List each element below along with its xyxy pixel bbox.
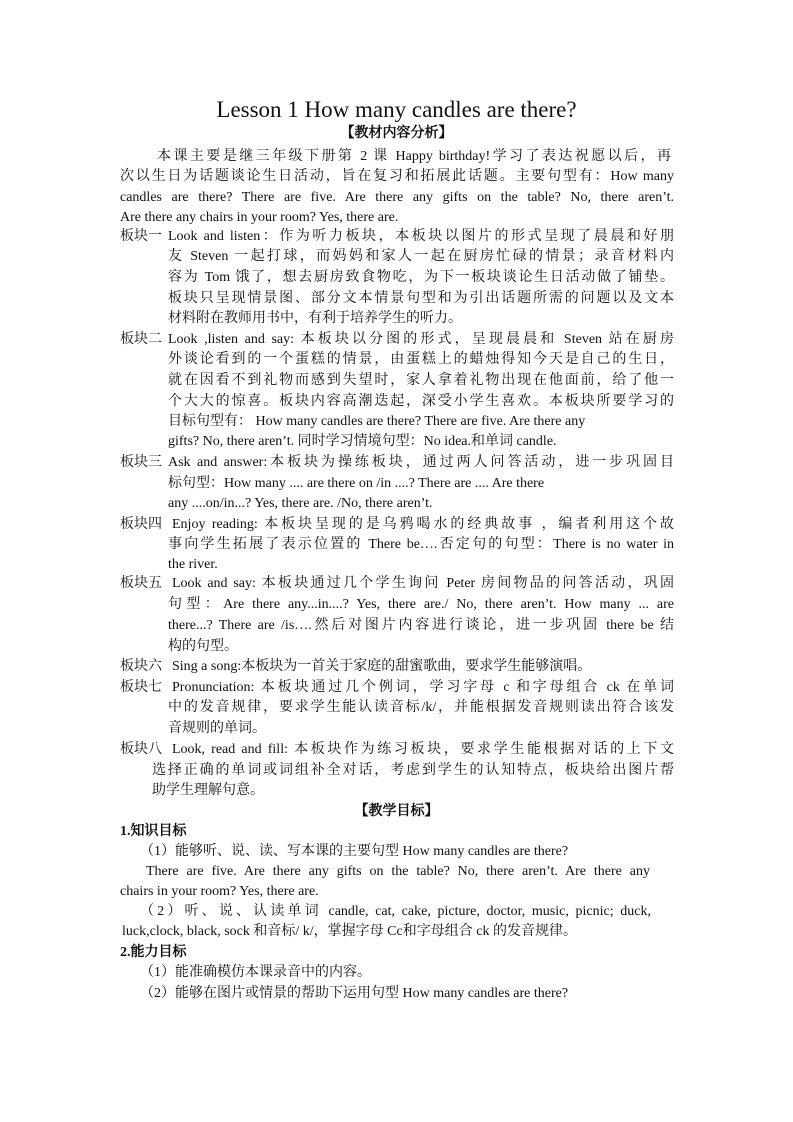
- block-line: Ask and answer:本板块为操练板块，通过两人问答活动，进一步巩固目: [168, 455, 674, 470]
- block-label: 板块五: [120, 576, 162, 591]
- block-line: 助学生理解句意。: [152, 783, 264, 798]
- block-line: 标句型：How many .... are there on /in ....? There are .... Are there: [168, 476, 545, 491]
- block-line: 材料附在教师用书中，有利于培养学生的听力。: [168, 311, 462, 326]
- intro-line: Are there any chairs in your room? Yes, there are.: [120, 210, 399, 225]
- block-line: 中的发音规律，要求学生能认读音标/k/，并能根据发音规则读出符合该发: [168, 700, 674, 715]
- goal-line: luck,clock, black, sock 和音标/ k/，掌握字母 Cc和字母组合 ck 的发音规律。: [122, 924, 577, 939]
- block-line: Enjoy reading: 本板块呈现的是乌鸦喝水的经典故事 ，编者利用这个故: [172, 517, 674, 532]
- goal-line: （1）能够听、说、读、写本课的主要句型 How many candles are there?: [140, 844, 569, 859]
- block-line: 外谈论看到的一个蛋糕的情景，由蛋糕上的蜡烛得知今天是自己的生日，: [168, 352, 674, 367]
- block-line: 就在因看不到礼物而感到失望时，家人拿着礼物出现在他面前，给了他一: [168, 373, 674, 388]
- section-heading-analysis: 【教材内容分析】: [340, 126, 453, 141]
- goal-heading-knowledge: 1.知识目标: [120, 824, 187, 839]
- block-label: 板块一: [120, 229, 162, 244]
- block-label: 板块六: [120, 659, 162, 674]
- intro-line: 次以生日为话题谈论生日活动，旨在复习和拓展此话题。主要句型有：How many: [120, 169, 674, 184]
- goal-line: （2）能够在图片或情景的帮助下运用句型 How many candles are there?: [140, 986, 569, 1001]
- intro-line: candles are there? There are five. Are there any gifts on the table? No, there aren’t.: [120, 190, 674, 205]
- block-line: 音规则的单词。: [168, 721, 266, 736]
- intro-line: 本课主要是继三年级下册第 2 课 Happy birthday!学习了表达祝愿以后，再: [157, 149, 671, 164]
- block-line: any ....on/in...? Yes, there are. /No, there aren’t.: [168, 496, 433, 511]
- block-line: Sing a song:本板块为一首关于家庭的甜蜜歌曲，要求学生能够演唱。: [172, 659, 592, 674]
- goal-line: chairs in your room? Yes, there are.: [120, 884, 319, 899]
- block-line: 构的句型。: [168, 639, 238, 654]
- block-line: 选择正确的单词或词组补全对话，考虑到学生的认知特点，板块给出图片帮: [152, 763, 674, 778]
- block-label: 板块三: [120, 455, 162, 470]
- block-label: 板块四: [120, 517, 162, 532]
- block-line: Look and say: 本板块通过几个学生询问 Peter 房间物品的问答活动，巩固: [172, 576, 674, 591]
- block-line: Look, read and fill: 本板块作为练习板块，要求学生能根据对话的上下文: [172, 742, 674, 757]
- block-label: 板块八: [120, 742, 162, 757]
- goal-heading-ability: 2.能力目标: [120, 945, 187, 960]
- goal-line: There are five. Are there any gifts on the table? No, there aren’t. Are there any: [146, 864, 650, 879]
- goal-line: （1）能准确模仿本课录音中的内容。: [140, 965, 371, 980]
- block-line: 容为 Tom 饿了，想去厨房致食物吃，为下一板块谈论生日活动做了铺垫。: [168, 270, 674, 285]
- block-line: Look and listen：作为听力板块，本板块以图片的形式呈现了晨晨和好朋: [168, 229, 674, 244]
- block-line: 目标句型有： How many candles are there? There are five. Are there any: [168, 414, 586, 429]
- block-label: 板块二: [120, 332, 162, 347]
- block-line: Pronunciation: 本板块通过几个例词，学习字母 c 和字母组合 ck 在单词: [172, 680, 674, 695]
- block-line: 事向学生拓展了表示位置的 There be….否定句的句型：There is no water in: [168, 537, 674, 552]
- section-heading-goals: 【教学目标】: [354, 804, 439, 819]
- block-line: the river.: [168, 557, 218, 572]
- block-line: Look ,listen and say: 本板块以分图的形式，呈现晨晨和 Steven 站在厨房: [168, 332, 674, 347]
- goal-line: （2）听、说、认读单词 candle, cat, cake, picture, doctor, music, picnic; duck,: [140, 904, 651, 919]
- block-line: 句型：Are there any...in....? Yes, there are./ No, there aren’t. How many ... are: [168, 597, 674, 612]
- lesson-title: Lesson 1 How many candles are there?: [216, 97, 577, 122]
- block-line: 板块只呈现情景图、部分文本情景句型和为引出话题所需的问题以及文本: [168, 291, 674, 306]
- block-label: 板块七: [120, 680, 162, 695]
- block-line: there...? There are /is….然后对图片内容进行谈论，进一步巩固 there be 结: [168, 618, 674, 633]
- block-line: 友 Steven 一起打球，而妈妈和家人一起在厨房忙碌的情景；录音材料内: [168, 249, 674, 264]
- block-line: gifts? No, there aren’t. 同时学习情境句型：No idea.和单词 candle.: [168, 434, 557, 449]
- block-line: 个大大的惊喜。板块内容高潮迭起，深受小学生喜欢。本板块所要学习的: [168, 394, 674, 409]
